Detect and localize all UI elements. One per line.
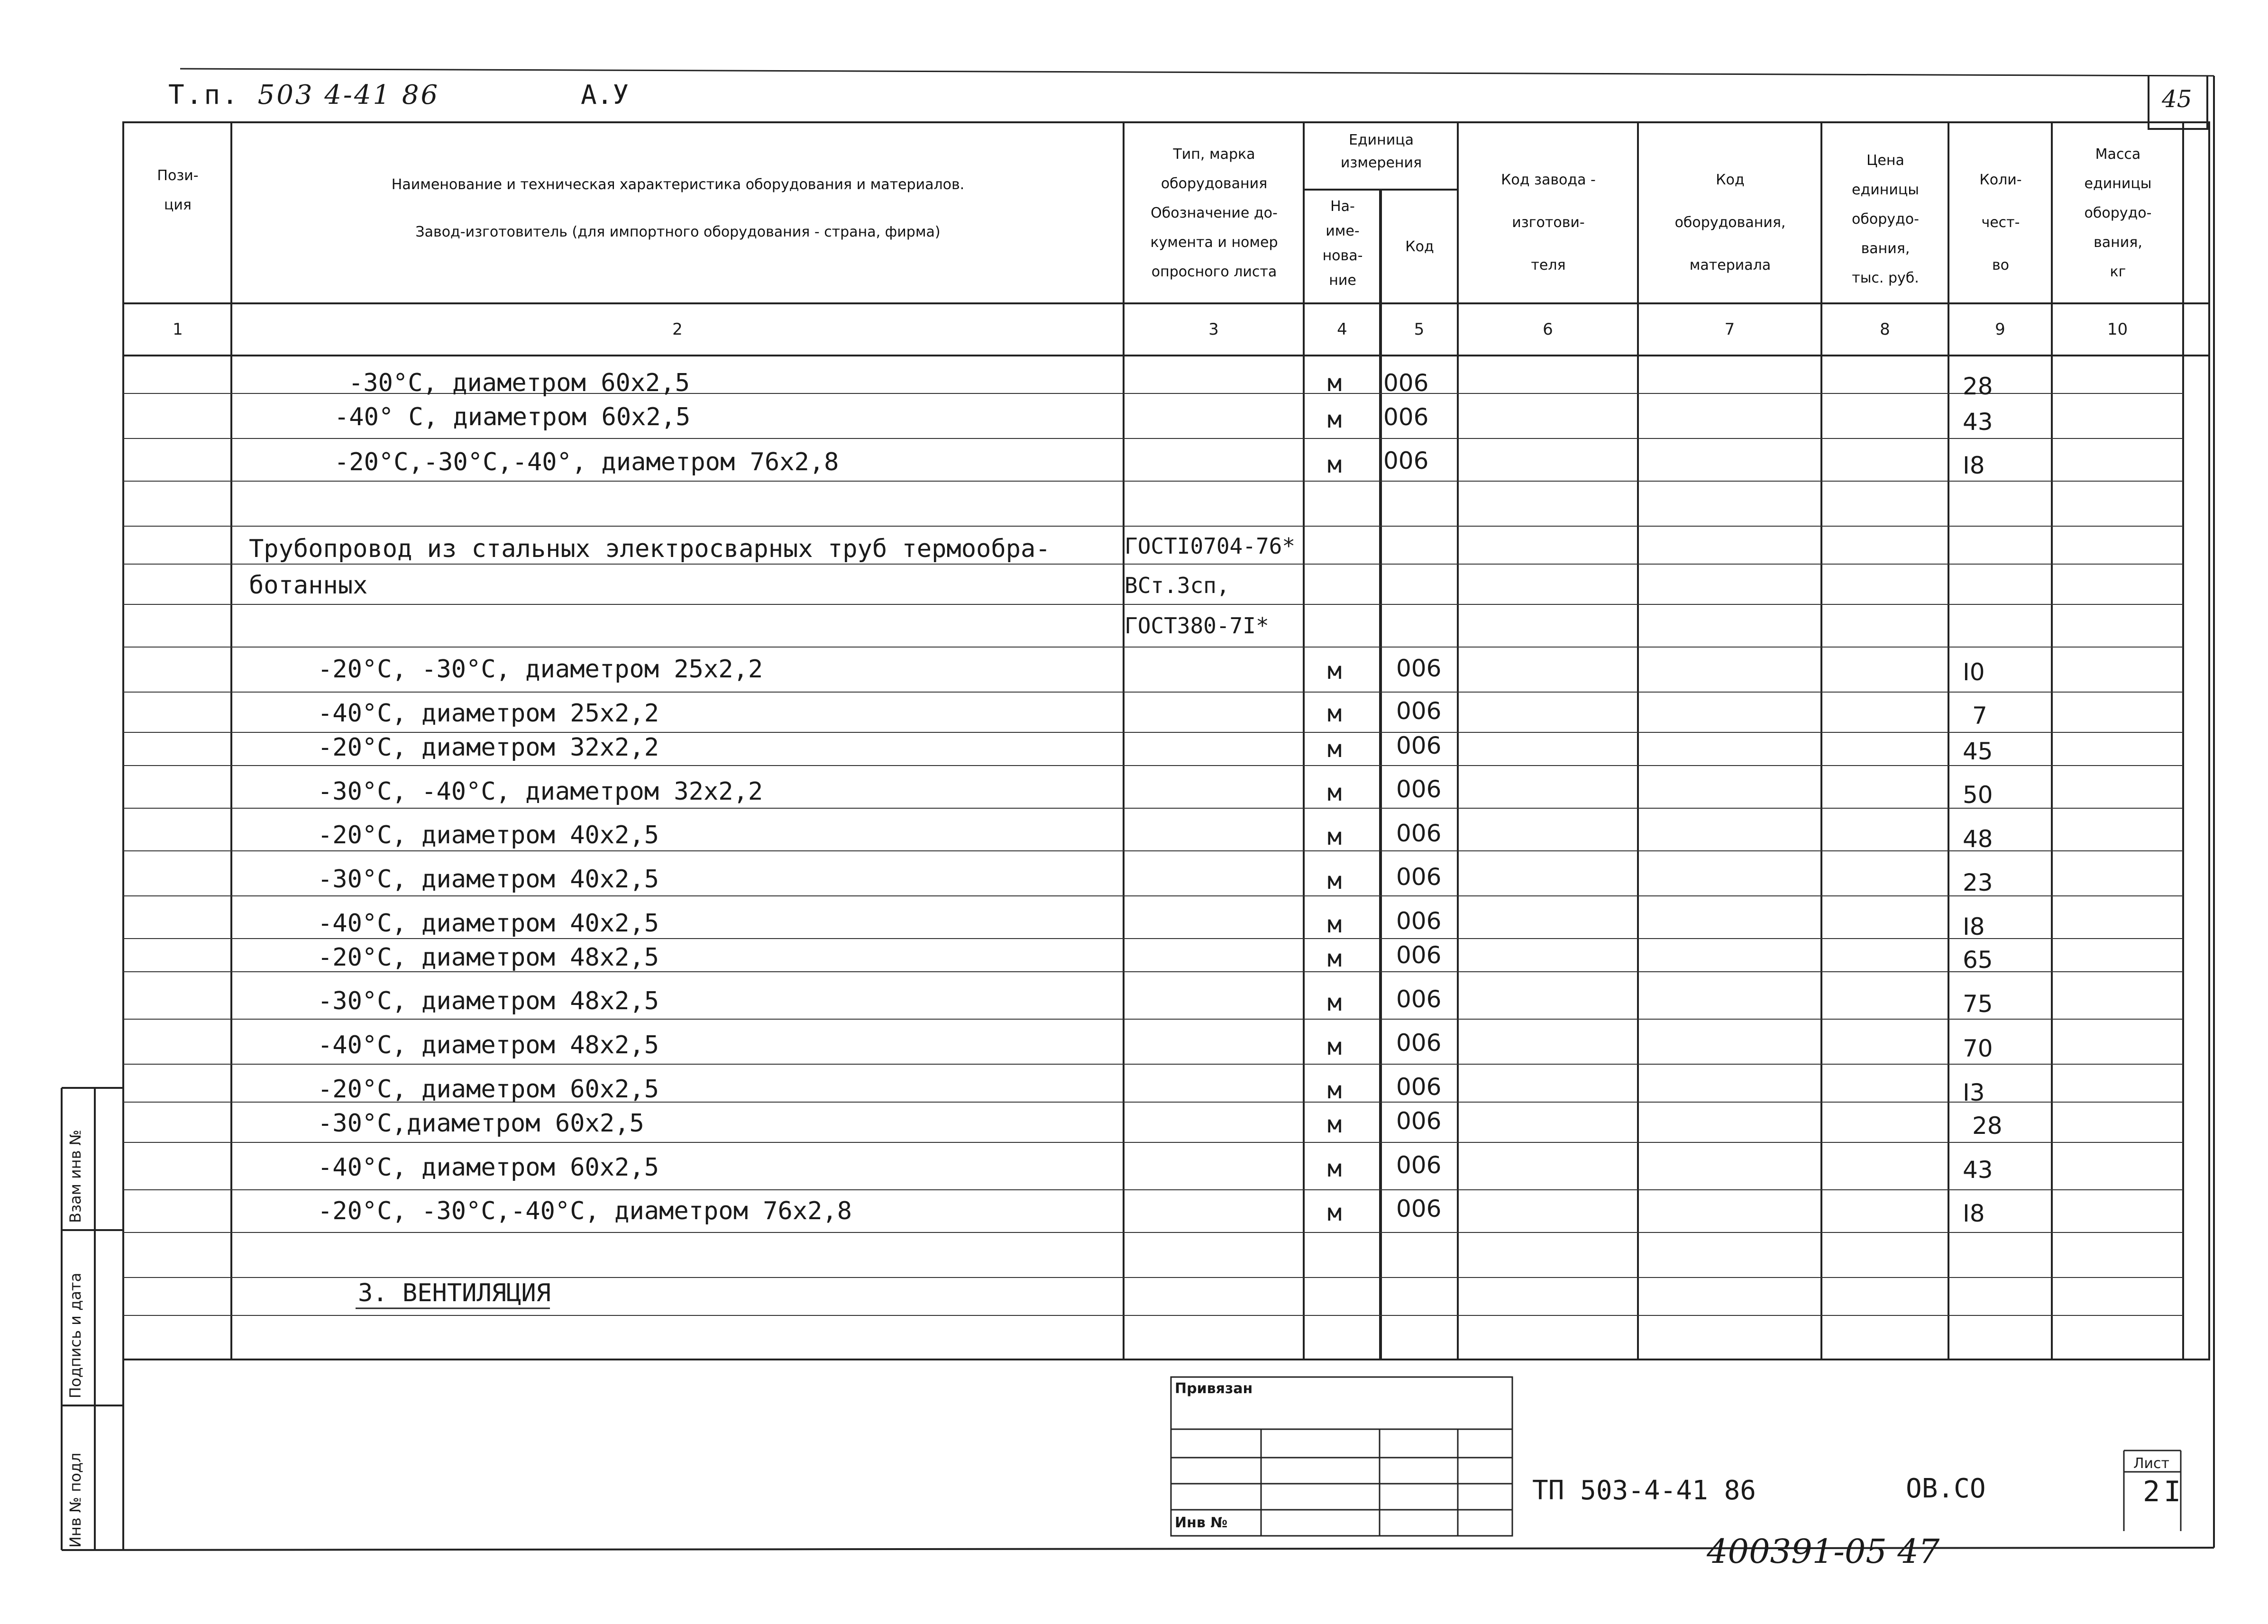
header-type: [1125, 140, 1304, 287]
document-suffix: ОВ.СО: [1906, 1473, 1986, 1504]
header-equipment-code-line: Код: [1716, 172, 1745, 188]
project-reference-prefix: Т.п.: [168, 80, 240, 110]
header-mass-line: единицы: [2084, 175, 2152, 192]
table-row-qty: 7: [1972, 702, 1987, 730]
project-reference-code: 503 4-41 86: [257, 80, 440, 110]
stamp-attached-label: Привязан: [1175, 1380, 1253, 1397]
header-mass-line: кг: [2110, 264, 2126, 280]
table-row-name: -20°С, диаметром 48х2,5: [318, 943, 659, 972]
header-mass-line: Масса: [2095, 146, 2141, 163]
table-row-unit: м: [1327, 700, 1342, 727]
table-row-code: 006: [1396, 907, 1442, 935]
table-row-name: -20°С, диаметром 60х2,5: [318, 1075, 659, 1104]
table-row-name: -40°С, диаметром 60х2,5: [318, 1153, 659, 1182]
table-row-code: 006: [1383, 447, 1429, 474]
header-unit-name: [1305, 194, 1381, 293]
col-number-2: 2: [672, 320, 683, 339]
table-row-name: -30°С,диаметром 60х2,5: [318, 1109, 644, 1138]
col-number-7: 7: [1724, 320, 1735, 339]
col-number-3: 3: [1208, 320, 1219, 339]
header-factory-code-line: Код завода -: [1501, 172, 1596, 188]
header-factory-code-line: изготови-: [1512, 214, 1585, 231]
side-label-vzam: Взам инв №: [66, 1130, 84, 1223]
header-equipment-code-line: оборудования,: [1674, 214, 1786, 231]
table-row-qty: I3: [1963, 1079, 1985, 1106]
section-title-ventilation: 3. ВЕНТИЛЯЦИЯ: [358, 1279, 551, 1307]
stamp-inv-label: Инв №: [1175, 1515, 1228, 1531]
header-position-line: Пози-: [157, 167, 199, 184]
header-mass-line: оборудо-: [2084, 205, 2152, 221]
col-number-9: 9: [1995, 320, 2005, 339]
table-row-code: 006: [1396, 820, 1442, 847]
table-row-code: 006: [1396, 1029, 1442, 1057]
table-row-unit: м: [1327, 1077, 1342, 1104]
header-quantity-line: во: [1992, 257, 2010, 274]
header-price-line: единицы: [1852, 182, 1919, 198]
header-position: [124, 161, 231, 220]
table-row-code: 006: [1396, 1073, 1442, 1101]
header-type-line: кумента и номер: [1150, 234, 1278, 251]
document-code: ТП 503-4-41 86: [1532, 1475, 1756, 1506]
table-row-unit: м: [1327, 823, 1342, 850]
side-label-inv-podl: Инв № подл: [66, 1452, 84, 1548]
table-row-name: -40°С, диаметром 40х2,5: [318, 909, 659, 938]
table-row-unit: м: [1327, 779, 1342, 806]
header-unit-name-line: На-: [1330, 198, 1355, 215]
table-row-name: -20°С,-30°С,-40°, диаметром 76х2,8: [334, 448, 839, 476]
header-type-line: Обозначение до-: [1151, 205, 1278, 221]
header-type-line: оборудования: [1161, 175, 1268, 192]
table-row-name: -30°С, диаметром 48х2,5: [318, 987, 659, 1015]
table-row-qty: 65: [1963, 946, 1993, 974]
table-row-code: 006: [1396, 655, 1442, 682]
table-row-code: 006: [1396, 863, 1442, 891]
table-row-name: -20°С, -30°С,-40°С, диаметром 76х2,8: [318, 1197, 852, 1225]
header-name-line: Завод-изготовитель (для импортного оборудования - страна, фирма): [415, 224, 941, 240]
table-row-code: 006: [1383, 403, 1429, 431]
header-factory-code-line: теля: [1531, 257, 1566, 274]
archive-number: 400391-05 47: [1707, 1532, 1940, 1571]
header-mass-line: вания,: [2094, 234, 2142, 251]
table-row-code: 006: [1396, 1195, 1442, 1223]
table-row-name: -40° С, диаметром 60х2,5: [334, 403, 691, 431]
sheet-corner-number: 45: [2162, 85, 2192, 113]
header-unit-name-line: име-: [1326, 223, 1360, 239]
header-quantity-line: чест-: [1981, 214, 2020, 231]
col-number-4: 4: [1337, 320, 1347, 339]
table-row-code: 006: [1396, 697, 1442, 725]
header-equipment-code-line: материала: [1689, 257, 1771, 274]
header-unit-line: измерения: [1340, 155, 1422, 171]
side-label-podpis: Подпись и дата: [66, 1272, 84, 1398]
header-unit-code-line: Код: [1405, 238, 1434, 255]
table-row-unit: м: [1327, 451, 1342, 478]
table-row-unit: м: [1327, 867, 1342, 894]
header-factory-code: [1459, 159, 1638, 287]
section-code: А.У: [581, 80, 629, 110]
header-unit: [1305, 129, 1458, 174]
table-row-qty: 43: [1963, 408, 1993, 436]
header-name: [237, 161, 1119, 256]
table-row-name: Трубопровод из стальных электросварных труб термообра-: [249, 535, 1051, 563]
table-row-qty: 50: [1963, 781, 1993, 809]
table-row-code: 006: [1396, 985, 1442, 1013]
col-number-1: 1: [173, 320, 183, 339]
table-row-qty: 45: [1963, 738, 1993, 765]
table-row-unit: м: [1327, 735, 1342, 763]
col-number-10: 10: [2107, 320, 2128, 339]
header-unit-line: Единица: [1348, 132, 1414, 148]
table-row-unit: м: [1327, 1111, 1342, 1138]
table-row-unit: м: [1327, 369, 1342, 397]
table-row-name: -30°С, -40°С, диаметром 32х2,2: [318, 777, 763, 806]
header-price-line: Цена: [1866, 152, 1904, 169]
table-row-qty: I8: [1963, 913, 1985, 940]
header-price-line: вания,: [1861, 240, 1910, 257]
col-number-6: 6: [1543, 320, 1553, 339]
table-row-name: -40°С, диаметром 48х2,5: [318, 1031, 659, 1059]
table-row-code: 006: [1396, 1151, 1442, 1179]
header-mass: [2053, 140, 2183, 287]
table-row-code: 006: [1396, 941, 1442, 969]
header-unit-name-line: нова-: [1322, 247, 1363, 264]
table-row-name: -30°С, диаметром 40х2,5: [318, 865, 659, 894]
table-row-unit: м: [1327, 406, 1342, 433]
table-row-qty: I8: [1963, 452, 1985, 479]
table-row-type: ГОСТI0704-76*: [1125, 533, 1296, 559]
table-row-code: 006: [1383, 369, 1429, 397]
table-row-name: -20°С, -30°С, диаметром 25х2,2: [318, 655, 763, 684]
table-row-unit: м: [1327, 1199, 1342, 1226]
header-price: [1822, 146, 1948, 293]
header-price-line: оборудо-: [1852, 211, 1919, 228]
header-price-line: тыс. руб.: [1852, 270, 1919, 286]
col-number-5: 5: [1414, 320, 1425, 339]
table-row-type: ГОСТ380-7I*: [1125, 613, 1269, 639]
table-row-unit: м: [1327, 989, 1342, 1016]
header-quantity-line: Коли-: [1979, 172, 2022, 188]
header-unit-code: [1381, 232, 1458, 262]
table-row-qty: I0: [1963, 658, 1985, 686]
header-unit-name-line: ние: [1329, 272, 1356, 289]
header-equipment-code: [1639, 159, 1821, 287]
header-type-line: Тип, марка: [1173, 146, 1255, 163]
header-type-line: опросного листа: [1151, 264, 1277, 280]
table-row-unit: м: [1327, 911, 1342, 938]
header-position-line: ция: [164, 197, 192, 213]
table-row-type: ВСт.3сп,: [1125, 573, 1230, 598]
table-row-qty: 75: [1963, 990, 1993, 1018]
table-row-qty: 70: [1963, 1035, 1993, 1062]
table-row-name: ботанных: [249, 571, 368, 600]
table-row-qty: 28: [1963, 373, 1993, 400]
table-row-code: 006: [1396, 732, 1442, 759]
table-row-unit: м: [1327, 657, 1342, 684]
table-row-qty: I8: [1963, 1200, 1985, 1227]
table-row-name: -40°С, диаметром 25х2,2: [318, 699, 659, 728]
sheet-label: Лист: [2133, 1455, 2170, 1472]
sheet-number: 2I: [2143, 1475, 2185, 1508]
table-row-qty: 48: [1963, 825, 1993, 853]
header-quantity: [1949, 159, 2052, 287]
table-row-code: 006: [1396, 776, 1442, 803]
col-number-8: 8: [1880, 320, 1890, 339]
table-row-qty: 43: [1963, 1156, 1993, 1184]
table-row-name: -20°С, диаметром 40х2,5: [318, 821, 659, 849]
header-name-line: Наименование и техническая характеристика оборудования и материалов.: [391, 176, 965, 193]
table-row-qty: 23: [1963, 869, 1993, 896]
table-row-unit: м: [1327, 1033, 1342, 1060]
table-row-name: -20°С, диаметром 32х2,2: [318, 733, 659, 762]
table-row-name: -30°С, диаметром 60х2,5: [348, 369, 690, 397]
table-row-code: 006: [1396, 1107, 1442, 1135]
table-row-qty: 28: [1972, 1112, 2003, 1140]
table-row-unit: м: [1327, 945, 1342, 972]
table-row-unit: м: [1327, 1155, 1342, 1182]
